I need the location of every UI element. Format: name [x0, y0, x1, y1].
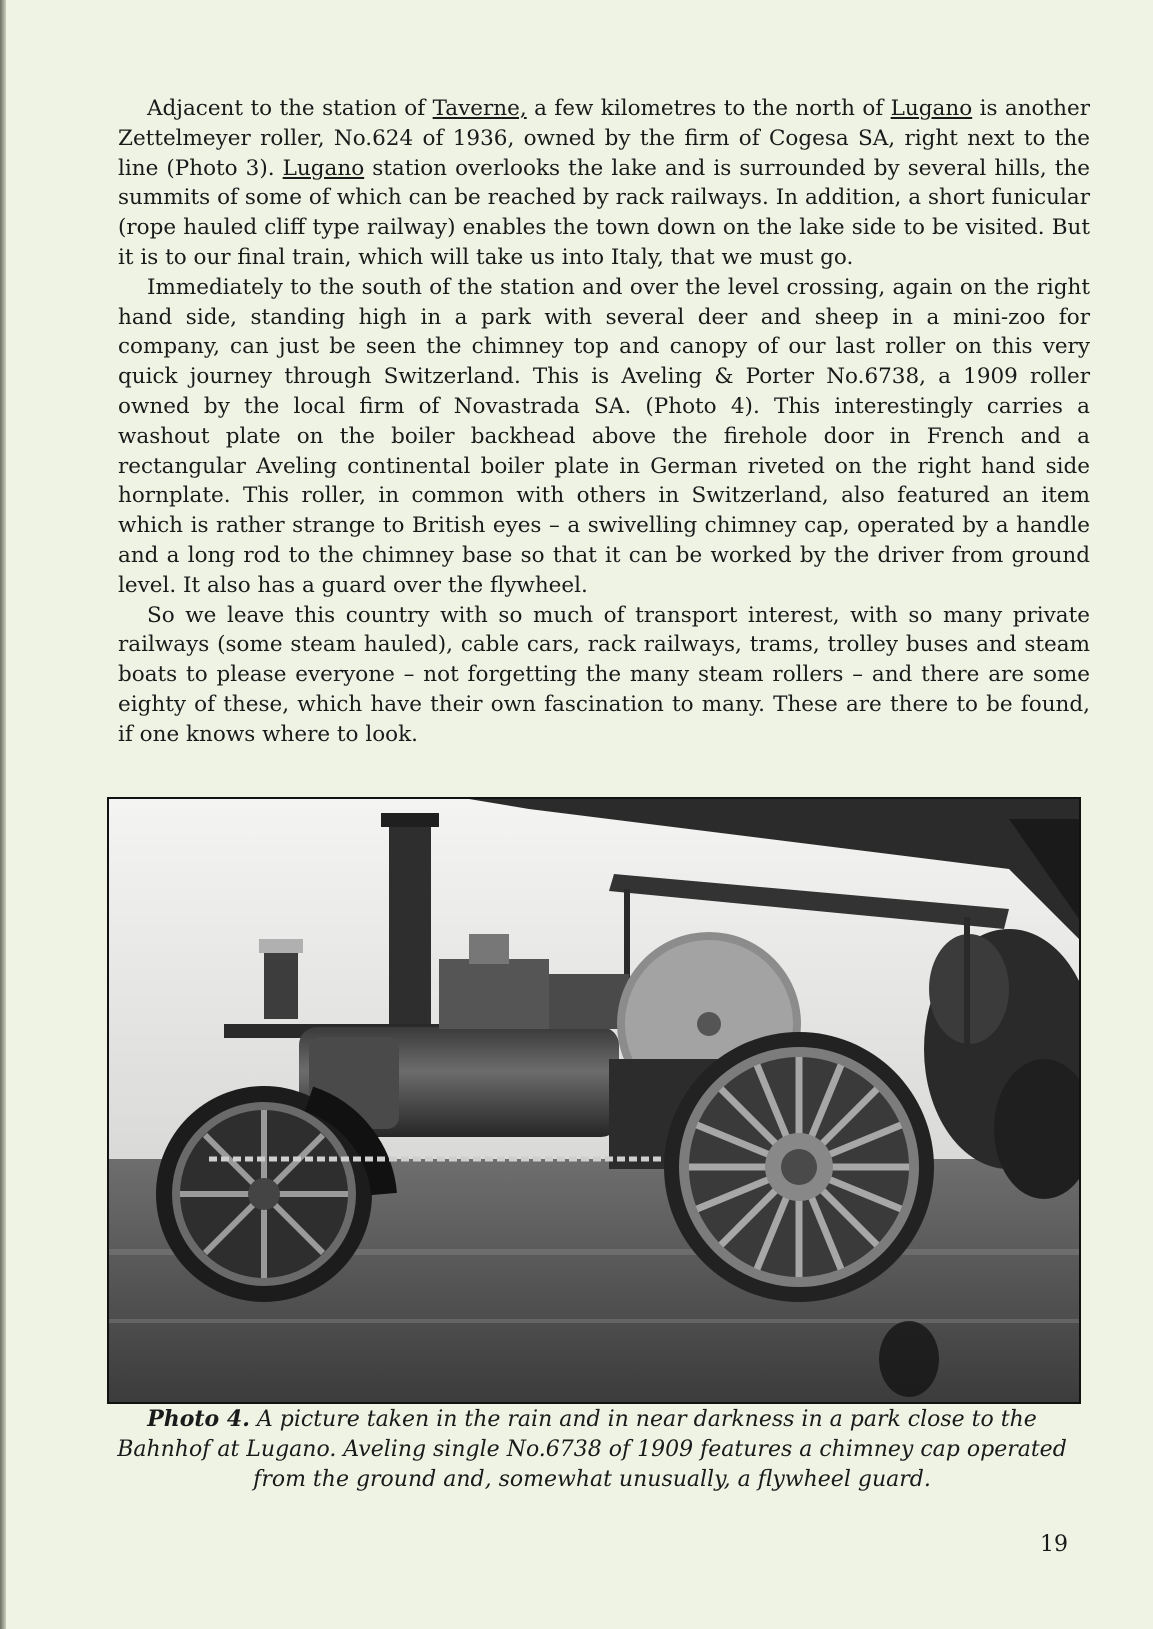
- steam-roller-illustration: [109, 799, 1079, 1402]
- body-paragraph: [118, 94, 1090, 273]
- caption-label: Photo 4.: [147, 1406, 250, 1432]
- paragraph-text: is another Zettelmeyer roller, No.624 of 1936, owned by the firm of Cogesa SA, right next to the line (Photo 3).: [118, 96, 1090, 181]
- photo-caption: [107, 1404, 1077, 1495]
- body-paragraph: [118, 273, 1090, 601]
- paragraph-text: a few kilometres to the north of: [526, 96, 891, 121]
- underlined-place-name: Lugano: [282, 155, 365, 181]
- paragraph-text: So we leave this country with so much of transport interest, with so many private railways (some steam hauled), cable cars, rack railways, trams, trolley buses and steam boats to please everyone – not forgetting the many steam rollers – and there are some eighty of these, which have their own fascination to many. These are there to be found, if one knows where to look.: [118, 602, 1090, 747]
- paragraph-text: Immediately to the south of the station and over the level crossing, again on the right hand side, standing high in a park with several deer and sheep in a mini-zoo for company, can just be seen the chimney top and canopy of our last roller on this very quick journey through Switzerland. This is Aveling & Porter No.6738, a 1909 roller owned by the local firm of Novastrada SA. (Photo 4). This interestingly carries a washout plate on the boiler backhead above the firehole door in French and a rectangular Aveling continental boiler plate in German riveted on the right hand side hornplate. This roller, in common with others in Switzerland, also featured an item which is rather strange to British eyes – a swivelling chimney cap, operated by a handle and a long rod to the chimney base so that it can be worked by the driver from ground level. It also has a guard over the flywheel.: [118, 274, 1090, 598]
- paragraph-text: station overlooks the lake and is surrounded by several hills, the summits of some of which can be reached by rack railways. In addition, a short funicular (rope hauled cliff type railway) enables the town down on the lake side to be visited. But it is to our final train, which will take us into Italy, that we must go.: [118, 155, 1090, 270]
- body-paragraph: [118, 601, 1090, 750]
- photo-steam-roller: [107, 797, 1081, 1404]
- underlined-place-name: Taverne,: [432, 96, 527, 121]
- page-number: 19: [1040, 1532, 1068, 1557]
- caption-text: A picture taken in the rain and in near darkness in a park close to the Bahnhof at Lugano. Aveling single No.6738 of 1909 features a chimney cap operated from the ground and, somewhat unusually, a flywheel guard.: [117, 1407, 1067, 1492]
- underlined-place-name: Lugano: [890, 96, 973, 121]
- paragraph-text: Adjacent to the station of: [147, 96, 433, 121]
- page-edge: [0, 0, 6, 1629]
- body-text: [118, 94, 1090, 750]
